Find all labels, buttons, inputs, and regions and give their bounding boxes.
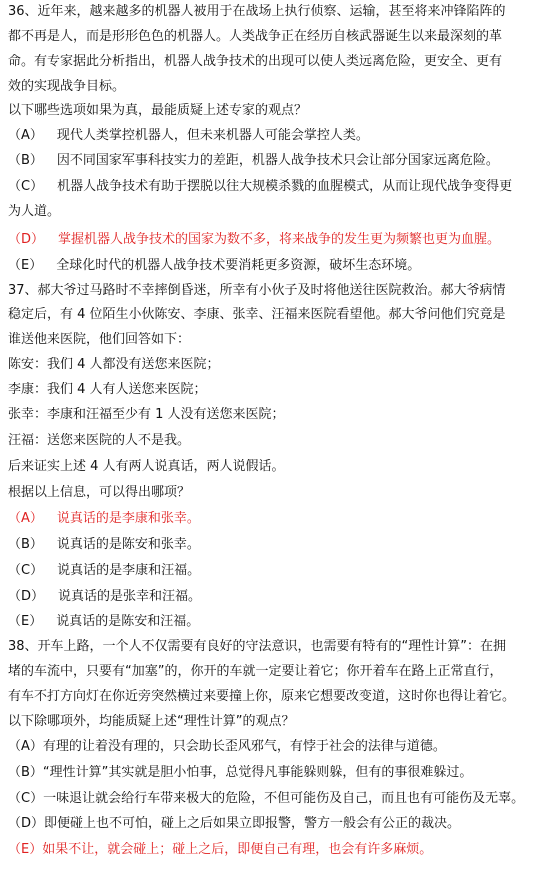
q38-option-d-text: 即便碰上也不可怕，碰上之后如果立即报警，警方一般会有公正的裁决。: [44, 816, 461, 831]
q36-option-d-answer: [8, 232, 538, 248]
q36-option-d-label: （D）: [8, 232, 45, 247]
q37-stem-line-3: 谁送他来医院，他们回答如下：: [8, 332, 191, 347]
q37-statement-wang-fu: 汪福：送您来医院的人不是我。: [8, 433, 191, 448]
q36-option-a: [8, 128, 538, 144]
q38-option-e-answer: [8, 842, 538, 858]
q37-option-a-answer: [8, 511, 538, 527]
q37-option-c-text: 说真话的是李康和汪福。: [57, 563, 201, 578]
q36-option-d-text: 掌握机器人战争技术的国家为数不多，将来战争的发生更为频繁也更为血腥。: [58, 232, 501, 247]
q37-option-e-text: 说真话的是陈安和汪福。: [56, 614, 200, 629]
q37-option-e: [8, 614, 538, 630]
q36-stem-line-4: 效的实现战争目标。: [8, 79, 126, 94]
q37-fact: 后来证实上述 4 人有两人说真话，两人说假话。: [8, 459, 285, 474]
q37-stem-line-1: 37、郝大爷过马路时不幸摔倒昏迷，所幸有小伙子及时将他送往医院救治。郝大爷病情: [8, 283, 506, 298]
q38-option-b-label: （B）: [8, 765, 43, 780]
q36-option-c-label: （C）: [8, 179, 44, 194]
q38-option-a-text: 有理的让着没有理的，只会助长歪风邪气，有悖于社会的法律与道德。: [42, 739, 446, 754]
q37-option-a-text: 说真话的是李康和张幸。: [56, 511, 200, 526]
q37-option-b-label: （B）: [8, 537, 43, 552]
q36-stem-line-1: 36、近年来，越来越多的机器人被用于在战场上执行侦察、运输，甚至将来冲锋陷阵的: [8, 4, 506, 19]
q36-option-e: [8, 258, 538, 274]
q37-statement-li-kang: 李康：我们 4 人有人送您来医院；: [8, 382, 207, 397]
q36-option-c-text: 机器人战争技术有助于摆脱以往大规模杀戮的血腥模式，从而让现代战争变得更: [57, 179, 513, 194]
q38-option-a-label: （A）: [8, 739, 43, 754]
q37-statement-zhang-xing: 张幸：李康和汪福至少有 1 人没有送您来医院；: [8, 407, 285, 422]
q36-stem-line-3: 命。有专家据此分析指出，机器人战争技术的出现可以使人类远离危险，更安全、更有: [8, 54, 503, 69]
q38-option-b-text: “理性计算”其实就是胆小怕事，总觉得凡事能躲则躲，但有的事很难躲过。: [42, 765, 473, 780]
q37-option-d-text: 说真话的是张幸和汪福。: [58, 589, 202, 604]
q36-question: 以下哪些选项如果为真，最能质疑上述专家的观点？: [8, 103, 308, 118]
q37-option-c: [8, 563, 538, 579]
q37-question: 根据以上信息，可以得出哪项？: [8, 485, 191, 500]
q38-option-e-text: 如果不让，就会碰上；碰上之后，即便自己有理，也会有许多麻烦。: [42, 842, 433, 857]
q36-option-b-label: （B）: [8, 153, 43, 168]
q37-option-e-label: （E）: [8, 614, 43, 629]
q37-stem-line-2: 稳定后，有 4 位陌生小伙陈安、李康、张幸、汪福来医院看望他。郝大爷问他们究竟是: [8, 307, 506, 322]
q37-option-b: [8, 537, 538, 553]
q38-option-d: [8, 816, 538, 832]
q38-option-c: [8, 791, 538, 807]
q38-question: 以下除哪项外，均能质疑上述“理性计算”的观点？: [8, 714, 295, 729]
q37-option-d-label: （D）: [8, 589, 45, 604]
q36-option-b: [8, 153, 538, 169]
q36-stem-line-2: 都不再是人，而是形形色色的机器人。人类战争正在经历自核武器诞生以来最深刻的革: [8, 29, 503, 44]
q38-option-d-label: （D）: [8, 816, 45, 831]
q36-option-a-text: 现代人类掌控机器人，但未来机器人可能会掌控人类。: [56, 128, 369, 143]
q38-stem-line-2: 堵的车流中，只要有“加塞”的，你开的车就一定要让着它；你开着车在路上正常直行，: [8, 664, 503, 679]
q36-option-e-text: 全球化时代的机器人战争技术要消耗更多资源，破坏生态环境。: [56, 258, 421, 273]
q36-option-c: [8, 179, 538, 195]
q38-option-a: [8, 739, 538, 755]
q36-option-c-continued: 为人道。: [8, 204, 61, 219]
q37-option-d: [8, 589, 538, 605]
q38-option-e-label: （E）: [8, 842, 43, 857]
q38-stem-line-1: 38、开车上路，一个人不仅需要有良好的守法意识，也需要有特有的“理性计算”：在拥: [8, 639, 507, 654]
q37-option-b-text: 说真话的是陈安和张幸。: [56, 537, 200, 552]
q37-statement-chen-an: 陈安：我们 4 人都没有送您来医院；: [8, 357, 220, 372]
q36-option-a-label: （A）: [8, 128, 43, 143]
q36-option-b-text: 因不同国家军事科技实力的差距，机器人战争技术只会让部分国家远离危险。: [56, 153, 499, 168]
q36-option-e-label: （E）: [8, 258, 43, 273]
q37-option-a-label: （A）: [8, 511, 43, 526]
q38-option-c-label: （C）: [8, 791, 44, 806]
q37-option-c-label: （C）: [8, 563, 44, 578]
q38-option-b: [8, 765, 538, 781]
q38-stem-line-3: 有车不打方向灯在你近旁突然横过来要撞上你，原来它想要改变道，这时你也得让着它。: [8, 689, 516, 704]
q38-option-c-text: 一味退让就会给行车带来极大的危险，不但可能伤及自己，而且也有可能伤及无辜。: [43, 791, 525, 806]
